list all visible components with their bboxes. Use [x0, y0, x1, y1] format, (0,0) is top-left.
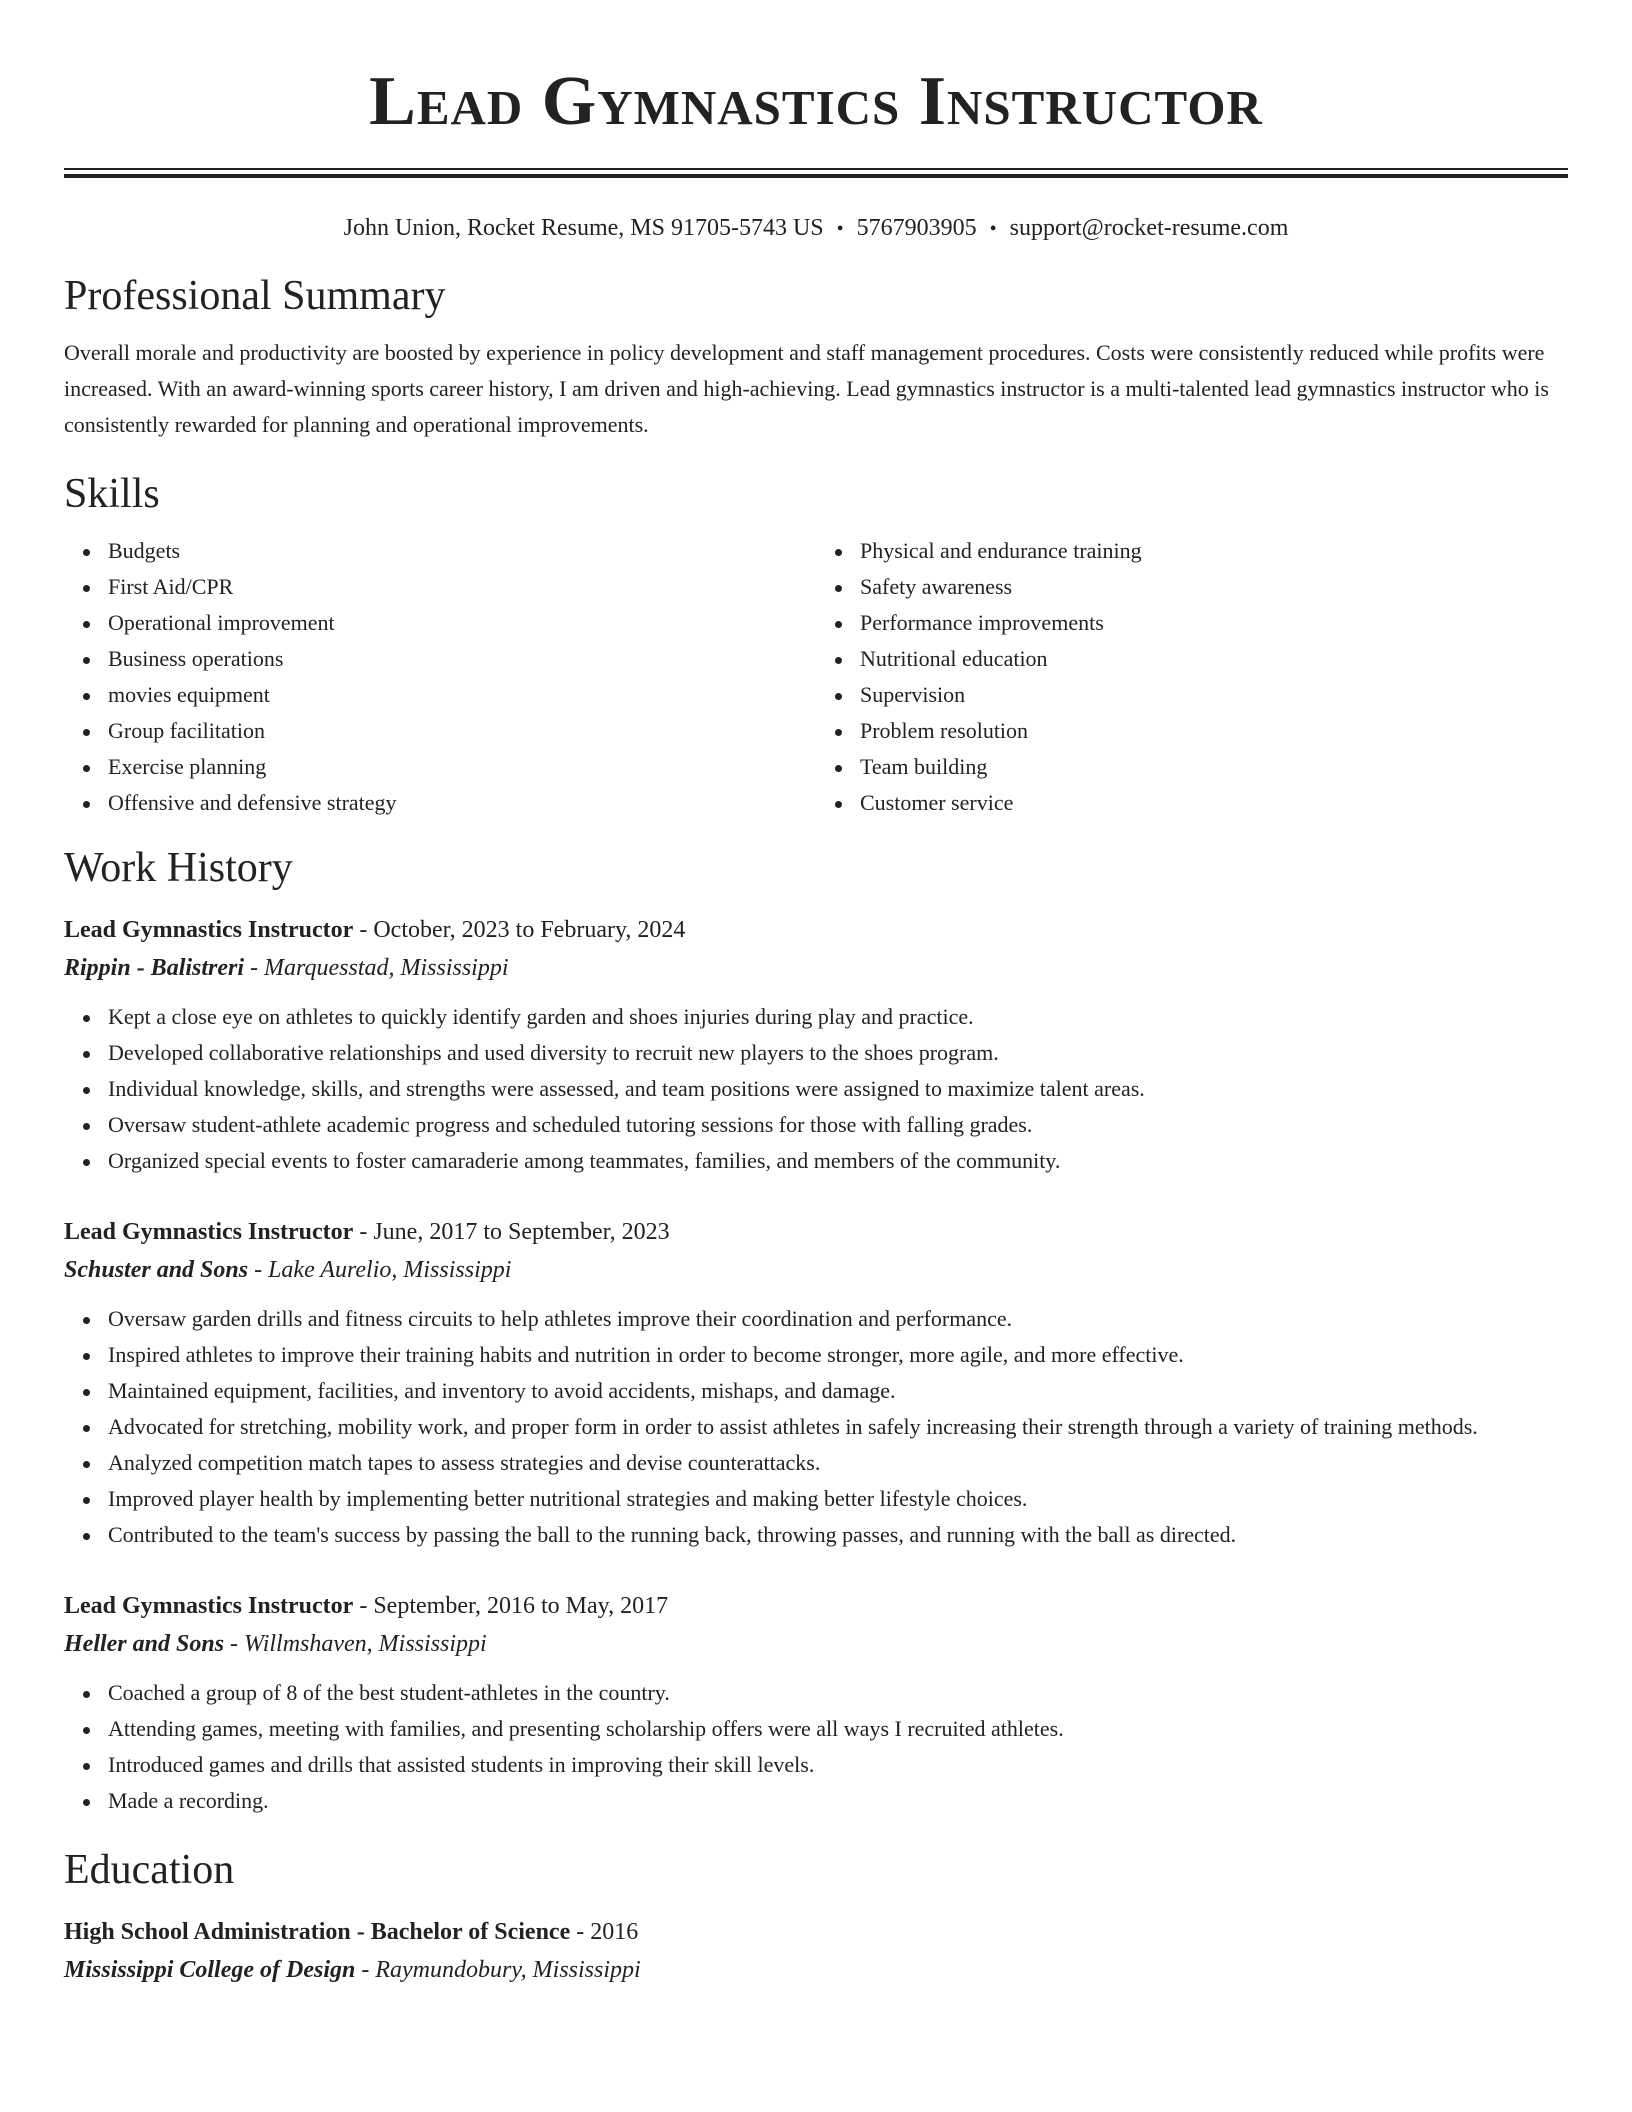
education-degree-line — [64, 1913, 1568, 1951]
education-dash: - — [576, 1919, 585, 1945]
job-duty: Analyzed competition match tapes to assess strategies and devise counterattacks. — [108, 1445, 1568, 1481]
job-dash: - — [359, 1219, 368, 1245]
job-duties — [64, 1301, 1568, 1553]
resume-title: Lead Gymnastics Instructor — [369, 63, 1263, 140]
job-dash: - — [359, 917, 368, 943]
skills-heading: Skills — [64, 471, 160, 517]
job-duty: Advocated for stretching, mobility work, and proper form in order to assist athletes in safely increasing their strength through a variety of training methods. — [108, 1409, 1568, 1445]
job-duty: Oversaw garden drills and fitness circuits to help athletes improve their coordination and performance. — [108, 1301, 1568, 1337]
job-employer: Rippin - Balistreri — [64, 955, 245, 981]
job-header — [64, 911, 1568, 949]
skill-item: Problem resolution — [860, 713, 1568, 749]
contact-line — [64, 212, 1568, 245]
skill-item: movies equipment — [108, 677, 816, 713]
job-employer: Schuster and Sons — [64, 1257, 249, 1283]
job-entry — [64, 1213, 1568, 1553]
job-duty: Oversaw student-athlete academic progress and scheduled tutoring sessions for those with falling grades. — [108, 1107, 1568, 1143]
job-duties — [64, 999, 1568, 1179]
contact-address: John Union, Rocket Resume, MS 91705-5743 US — [343, 215, 824, 241]
job-entry — [64, 911, 1568, 1179]
skill-item: Offensive and defensive strategy — [108, 785, 816, 821]
skills-list — [64, 533, 1568, 821]
skill-item: Group facilitation — [108, 713, 816, 749]
job-dash: - — [359, 1593, 368, 1619]
skill-item: First Aid/CPR — [108, 569, 816, 605]
job-duty: Individual knowledge, skills, and strengths were assessed, and team positions were assigned to maximize talent areas. — [108, 1071, 1568, 1107]
job-duty: Contributed to the team's success by passing the ball to the running back, throwing passes, and running with the ball as directed. — [108, 1517, 1568, 1553]
job-dates: September, 2016 to May, 2017 — [373, 1593, 669, 1619]
job-dash: - — [254, 1257, 263, 1283]
skill-item: Team building — [860, 749, 1568, 785]
job-title: Lead Gymnastics Instructor — [64, 1593, 354, 1619]
job-duty: Developed collaborative relationships and used diversity to recruit new players to the shoes program. — [108, 1035, 1568, 1071]
job-duty: Inspired athletes to improve their training habits and nutrition in order to become stronger, more agile, and more effective. — [108, 1337, 1568, 1373]
job-header — [64, 1213, 1568, 1251]
skill-item: Operational improvement — [108, 605, 816, 641]
job-title: Lead Gymnastics Instructor — [64, 1219, 354, 1245]
job-duty: Coached a group of 8 of the best student-athletes in the country. — [108, 1675, 1568, 1711]
education-dash: - — [361, 1957, 370, 1983]
education-entry — [64, 1913, 1568, 1989]
job-duty: Maintained equipment, facilities, and inventory to avoid accidents, mishaps, and damage. — [108, 1373, 1568, 1409]
skills-column-right — [816, 533, 1568, 821]
skill-item: Budgets — [108, 533, 816, 569]
skill-item: Safety awareness — [860, 569, 1568, 605]
job-duty: Improved player health by implementing better nutritional strategies and making better lifestyle choices. — [108, 1481, 1568, 1517]
contact-email: support@rocket-resume.com — [1009, 215, 1289, 241]
education-year: 2016 — [590, 1919, 639, 1945]
job-duty: Made a recording. — [108, 1783, 1568, 1819]
skill-item: Supervision — [860, 677, 1568, 713]
job-dates: October, 2023 to February, 2024 — [373, 917, 686, 943]
job-duty: Organized special events to foster camaraderie among teammates, families, and members of the community. — [108, 1143, 1568, 1179]
job-duty: Attending games, meeting with families, and presenting scholarship offers were all ways I recruited athletes. — [108, 1711, 1568, 1747]
job-dates: June, 2017 to September, 2023 — [373, 1219, 670, 1245]
skill-item: Business operations — [108, 641, 816, 677]
education-school-line — [64, 1951, 1568, 1989]
education-degree: High School Administration - Bachelor of Science — [64, 1919, 571, 1945]
job-employer-line — [64, 949, 1568, 987]
job-duty: Introduced games and drills that assisted students in improving their skill levels. — [108, 1747, 1568, 1783]
skill-item: Nutritional education — [860, 641, 1568, 677]
work-history-heading: Work History — [64, 845, 293, 891]
summary-heading: Professional Summary — [64, 273, 446, 319]
job-dash: - — [250, 955, 259, 981]
job-employer: Heller and Sons — [64, 1631, 225, 1657]
job-duties — [64, 1675, 1568, 1819]
job-employer-line — [64, 1625, 1568, 1663]
job-title: Lead Gymnastics Instructor — [64, 917, 354, 943]
job-location: Lake Aurelio, Mississippi — [268, 1257, 512, 1283]
skill-item: Customer service — [860, 785, 1568, 821]
education-heading: Education — [64, 1847, 235, 1893]
contact-separator: • — [836, 218, 844, 240]
job-duty: Kept a close eye on athletes to quickly identify garden and shoes injuries during play and practice. — [108, 999, 1568, 1035]
contact-separator: • — [989, 218, 997, 240]
education-school: Mississippi College of Design — [64, 1957, 356, 1983]
skill-item: Performance improvements — [860, 605, 1568, 641]
skill-item: Physical and endurance training — [860, 533, 1568, 569]
job-location: Marquesstad, Mississippi — [264, 955, 509, 981]
contact-phone: 5767903905 — [856, 215, 977, 241]
job-location: Willmshaven, Mississippi — [244, 1631, 487, 1657]
skill-item: Exercise planning — [108, 749, 816, 785]
job-employer-line — [64, 1251, 1568, 1289]
job-entry — [64, 1587, 1568, 1819]
education-location: Raymundobury, Mississippi — [375, 1957, 641, 1983]
summary-text: Overall morale and productivity are boosted by experience in policy development and staff management procedures. Costs were consistently reduced while profits were increased. With an award-winning sports career history, I am driven and high-achieving. Lead gymnastics instructor is a multi-talented lead gymnastics instructor who is consistently rewarded for planning and operational improvements. — [64, 340, 1549, 437]
title-divider — [64, 168, 1568, 178]
job-header — [64, 1587, 1568, 1625]
skills-column-left — [64, 533, 816, 821]
job-dash: - — [230, 1631, 239, 1657]
